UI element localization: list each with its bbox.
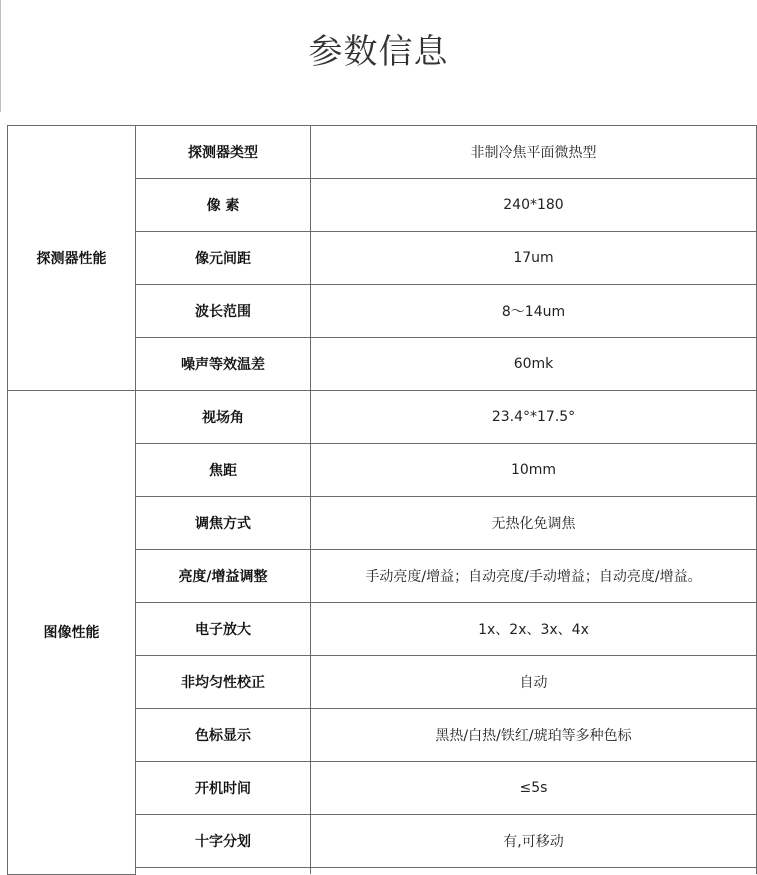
table-row [8, 391, 757, 444]
param-value: 非制冷焦平面微热型 [311, 126, 757, 179]
param-value: 10mm [311, 444, 757, 497]
param-value: 240*180 [311, 179, 757, 232]
param-value: 60mk [311, 338, 757, 391]
param-name: 视场角 [136, 391, 311, 444]
param-name: 十字分划 [136, 815, 311, 868]
param-name: 亮度/增益调整 [136, 550, 311, 603]
spec-table [7, 125, 757, 875]
param-value: ≤5s [311, 762, 757, 815]
param-name: 像 素 [136, 179, 311, 232]
param-value: 有,可移动 [311, 815, 757, 868]
group-label-detector: 探测器性能 [8, 126, 136, 391]
group-label-image: 图像性能 [8, 391, 136, 875]
param-value: 1x、2x、3x、4x [311, 603, 757, 656]
param-name: 波长范围 [136, 285, 311, 338]
param-name: 焦距 [136, 444, 311, 497]
table-row [8, 126, 757, 179]
param-value: 8～14um [311, 285, 757, 338]
param-name: 噪声等效温差 [136, 338, 311, 391]
param-name: 电子放大 [136, 603, 311, 656]
param-name: 非均匀性校正 [136, 656, 311, 709]
param-value: 黑热/白热/铁红/琥珀等多种色标 [311, 709, 757, 762]
param-value: 无热化免调焦 [311, 497, 757, 550]
param-value: 自动 [311, 656, 757, 709]
param-value: 手动亮度/增益；自动亮度/手动增益；自动亮度/增益。 [311, 550, 757, 603]
param-name: 探测器类型 [136, 126, 311, 179]
page-title: 参数信息 [308, 32, 449, 72]
param-name: 像元间距 [136, 232, 311, 285]
param-name: 调焦方式 [136, 497, 311, 550]
param-value: 23.4°*17.5° [311, 391, 757, 444]
param-name: 开机时间 [136, 762, 311, 815]
param-value: 17um [311, 232, 757, 285]
param-name: 色标显示 [136, 709, 311, 762]
